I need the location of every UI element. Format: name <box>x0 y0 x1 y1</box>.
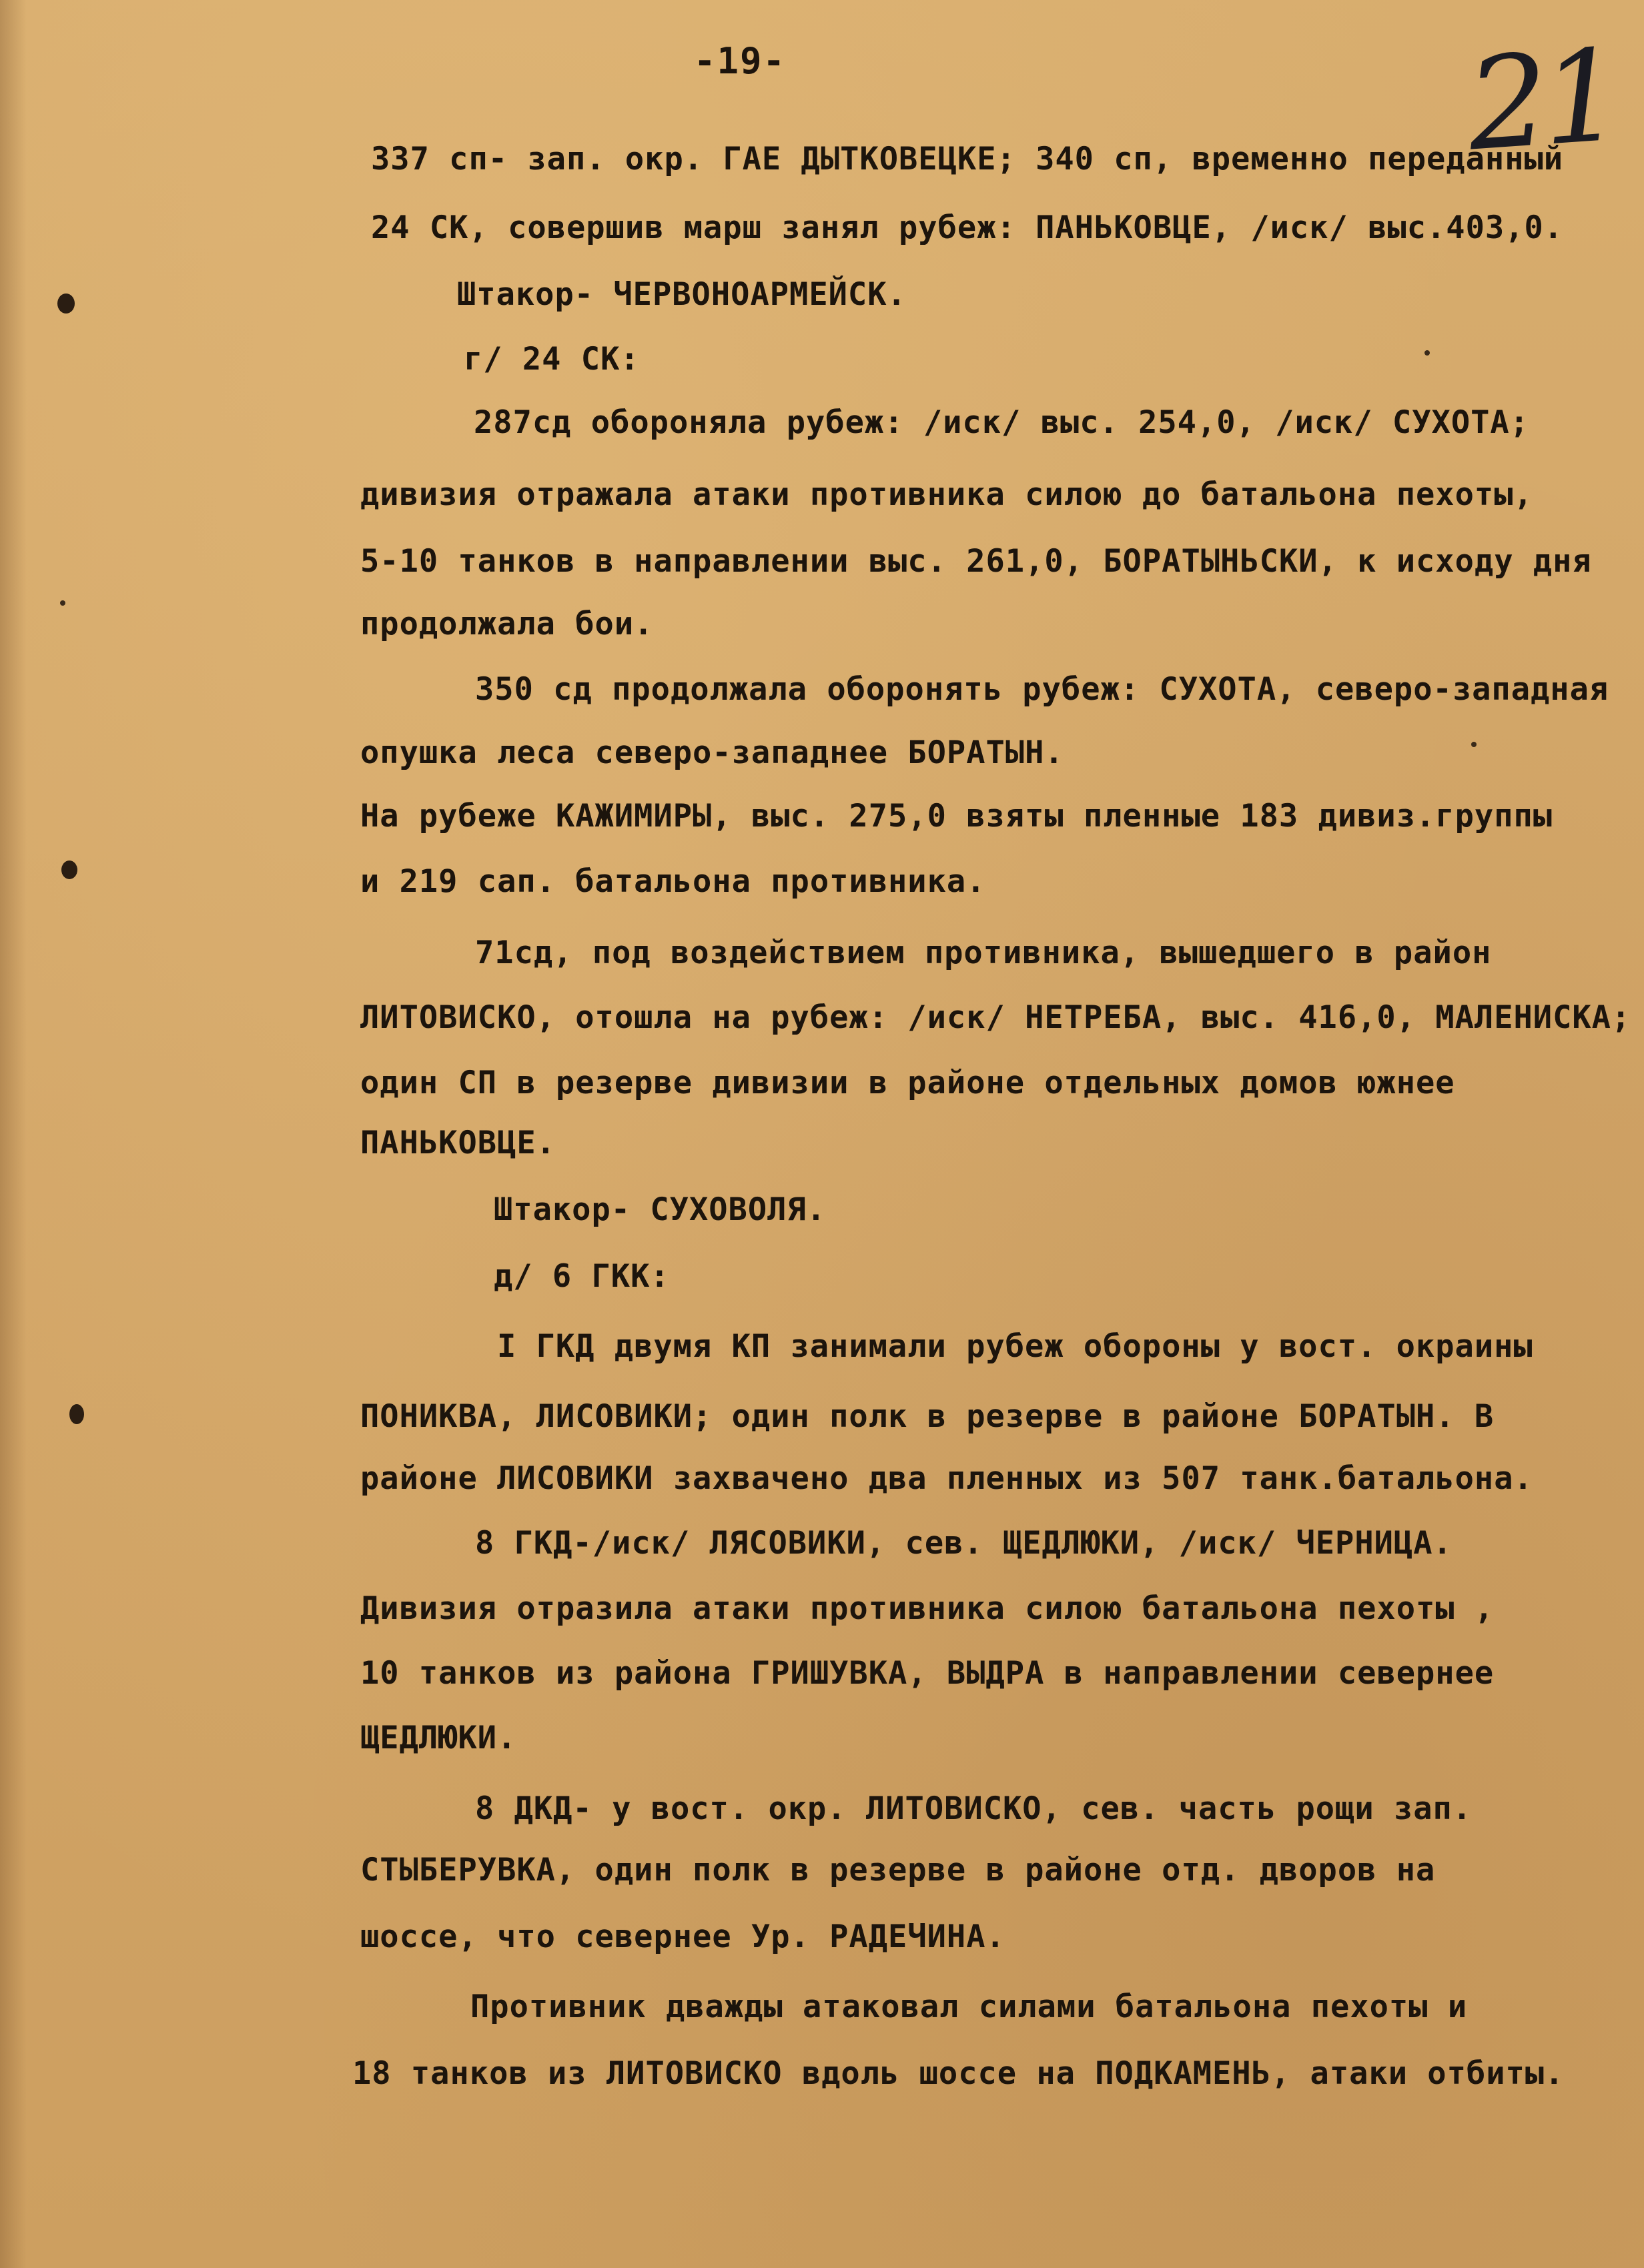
text-line: опушка леса северо-западнее БОРАТЫН. <box>360 734 1064 771</box>
paper-speck <box>1424 350 1430 356</box>
binding-hole-mark <box>69 1404 84 1424</box>
text-line: и 219 сап. батальона противника. <box>360 863 986 900</box>
archive-folio-number: 21 <box>1463 21 1621 179</box>
text-line: I ГКД двумя КП занимали рубеж обороны у вост. окраины <box>497 1328 1533 1365</box>
text-line: 8 ГКД-/иск/ ЛЯСОВИКИ, сев. ЩЕДЛЮКИ, /иск/ ЧЕРНИЦА. <box>475 1525 1453 1562</box>
text-line: один СП в резерве дивизии в районе отдельных домов южнее <box>360 1065 1455 1101</box>
text-line: Штакор- ЧЕРВОНОАРМЕЙСК. <box>457 276 907 313</box>
page-number: -19- <box>694 40 787 82</box>
text-line: Противник дважды атаковал силами батальона пехоты и <box>470 1989 1468 2025</box>
text-line: 350 сд продолжала оборонять рубеж: СУХОТА, северо-западная <box>475 671 1609 708</box>
text-line: 24 СК, совершив марш занял рубеж: ПАНЬКОВЦЕ, /иск/ выс.403,0. <box>371 209 1564 246</box>
text-line: 337 сп- зап. окр. ГАЕ ДЫТКОВЕЦКЕ; 340 сп, временно переданный <box>371 141 1564 177</box>
text-line: 8 ДКД- у вост. окр. ЛИТОВИСКО, сев. часть рощи зап. <box>475 1790 1473 1827</box>
page-edge-shadow <box>0 0 27 2268</box>
text-line: 10 танков из района ГРИШУВКА, ВЫДРА в направлении севернее <box>360 1655 1495 1692</box>
text-line: ЩЕДЛЮКИ. <box>360 1720 517 1756</box>
text-line: г/ 24 СК: <box>464 341 640 378</box>
text-line: ПОНИКВА, ЛИСОВИКИ; один полк в резерве в районе БОРАТЫН. В <box>360 1398 1495 1435</box>
binding-hole-mark <box>57 294 75 314</box>
text-line: шоссе, что севернее Ур. РАДЕЧИНА. <box>360 1918 1005 1955</box>
text-line: ПАНЬКОВЦЕ. <box>360 1125 556 1161</box>
text-line: ЛИТОВИСКО, отошла на рубеж: /иск/ НЕТРЕБА, выс. 416,0, МАЛЕНИСКА; <box>360 999 1631 1036</box>
text-line: СТЫБЕРУВКА, один полк в резерве в районе отд. дворов на <box>360 1852 1436 1888</box>
binding-hole-mark <box>61 861 77 879</box>
text-line: На рубеже КАЖИМИРЫ, выс. 275,0 взяты пленные 183 дивиз.группы <box>360 798 1553 834</box>
text-line: 5-10 танков в направлении выс. 261,0, БОРАТЫНЬСКИ, к исходу дня <box>360 543 1592 580</box>
text-line: районе ЛИСОВИКИ захвачено два пленных из 507 танк.батальона. <box>360 1460 1533 1497</box>
paper-speck <box>60 600 65 606</box>
text-line: дивизия отражала атаки противника силою до батальона пехоты, <box>360 476 1533 513</box>
text-line: Дивизия отразила атаки противника силою батальона пехоты , <box>360 1590 1495 1627</box>
text-line: д/ 6 ГКК: <box>494 1258 670 1295</box>
text-line: 71сд, под воздействием противника, вышедшего в район <box>475 935 1492 971</box>
text-line: продолжала бои. <box>360 606 654 642</box>
text-line: 287сд обороняла рубеж: /иск/ выс. 254,0, /иск/ СУХОТА; <box>474 404 1530 441</box>
paper-speck <box>1471 742 1477 747</box>
text-line: 18 танков из ЛИТОВИСКО вдоль шоссе на ПОДКАМЕНЬ, атаки отбиты. <box>352 2055 1565 2092</box>
text-line: Штакор- СУХОВОЛЯ. <box>494 1191 827 1228</box>
